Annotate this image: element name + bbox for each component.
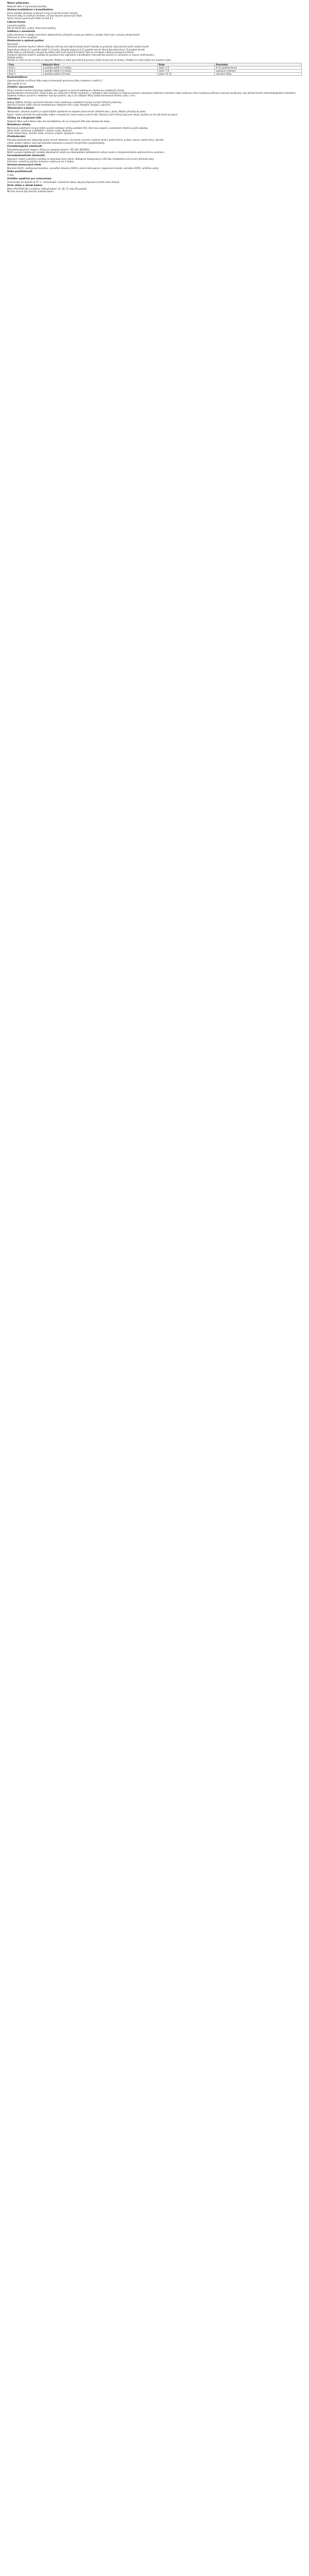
section-heading: Farmakokinetické vlastnosti xyxy=(7,155,45,157)
paragraph: Nobactin Nero nemá žádný nebo má zanedbatelný vliv na schopnost řídit nebo obsluhovat stroje. xyxy=(7,120,111,123)
paragraph: Časté: bolest hlavy, závratě, kašel, zvracení, průjem, dyspepsie, únava. xyxy=(7,132,83,135)
section xyxy=(7,40,302,62)
paragraph: Způsob podání xyxy=(7,56,23,59)
section-heading: Seznam pomocných látek xyxy=(7,164,41,167)
section-heading: Druh obalu a obsah balení xyxy=(7,184,42,187)
paragraph: Děti mladší 12 let. xyxy=(7,82,27,85)
section-heading: Zvláštní opatření pro uchovávání xyxy=(7,177,52,180)
section xyxy=(7,178,302,184)
section-heading: Účinky na schopnost řídit xyxy=(7,116,41,120)
table-cell: Krok 2 xyxy=(8,70,42,73)
paragraph: Nebyly zjištěny klinicky významné interakce mezi nikotinovou substituční terapií a jinými léčivými přípravky. xyxy=(7,101,122,104)
paragraph: Léčba závislosti na tabáku zmírněním abstinenčních příznaků a touhy po nikotinu u kuřáků, kteří mají v úmyslu přestat kouřit. xyxy=(7,33,140,36)
paragraph: Blistr (PVC/PVDC/Al) v krabičce. Velikost balení: 24, 48, 72 nebo 96 pastilek. xyxy=(7,187,88,190)
paragraph: Pomocné látky se známým účinkem: viz bod Seznam pomocných látek. xyxy=(7,14,83,18)
paragraph: Diabetes mellitus: pacienti s diabetem mají být poučeni, aby si při zahájení léčby častěji kontrolovali hladinu cukru v krvi. xyxy=(7,94,136,97)
section-heading: Těhotenství a kojení xyxy=(7,107,35,110)
table-cell: 1 pastilka každé 1–2 hodiny xyxy=(42,66,158,70)
paragraph: 3 roky. xyxy=(7,174,14,177)
paragraph: Lisovaná pastilka. xyxy=(7,24,26,27)
paragraph: Doporučená dávka je 1 pastilka každé 1–2 hodiny. Obvyklá dávka je 8–12 pastilek denně. Nemá být překročeno 15 pastilek denně. xyxy=(7,48,145,51)
table-cell: 8–12 pastilek denně xyxy=(215,66,302,70)
section xyxy=(7,86,302,98)
table-header-cell: Fáze xyxy=(8,63,42,66)
section xyxy=(7,145,302,155)
paragraph: Hypersenzitivita na léčivou látku nebo na kteroukoli pomocnou látku uvedenou v bodě 6.1. xyxy=(7,79,104,82)
section xyxy=(7,76,302,86)
section-heading: Kontraindikace xyxy=(7,76,28,79)
dosage-table xyxy=(7,63,302,76)
paragraph: Úplný seznam pomocných látek viz bod 6.1. xyxy=(7,17,54,20)
paragraph: Farmakoterapeutická skupina: léčiva pro odvykání kouření, ATC kód: N07BA01. xyxy=(7,148,91,151)
section-heading: Složení kvalitativní a kvantitativní xyxy=(7,9,53,12)
paragraph: Přípravek je určen dospělým. xyxy=(7,36,38,39)
table-header-cell: Poznámka xyxy=(215,63,302,66)
table-header-cell: Nobactin Nero xyxy=(42,63,158,66)
section-heading: Názov přípravku xyxy=(7,2,29,5)
section xyxy=(7,184,302,194)
section xyxy=(7,30,302,40)
paragraph: Kardiovaskulární onemocnění: závislí kuřáci po nedávném infarktu myokardu, s nestabilní nebo zhoršující se anginou pectoris, závažnými srdečními arytmiemi nebo nedávnou cévní mozkovou příhodou mají být povzbuzeni, aby přestali kouřit nefarmakologickými metodami. xyxy=(7,91,297,94)
paragraph: Délka léčby je individuální, obvykle by léčba měla trvat nejméně 6 týdnů. Poté se má dávka nikotinu postupně snižovat. xyxy=(7,50,134,54)
paragraph: Přínos ukončení kouření převyšuje jakékoli riziko spojené se správně podávanou nikotinovou substituční terapií. xyxy=(7,89,125,92)
section-heading: Léková forma xyxy=(7,21,26,24)
table-header-cell: Doba xyxy=(158,63,215,66)
paragraph: Těhotenství: ukončení kouření je nejúčinnějším opatřením ke zlepšení zdraví kouřící těhotné ženy i plodu. Nikotin přechází do plodu. xyxy=(7,110,147,113)
section-heading: Nežádoucí účinky xyxy=(7,123,31,126)
section-heading: Doba použitelnosti xyxy=(7,171,32,174)
paragraph: Kojení: nikotin přechází do mateřského mléka v množstvích, která mohou ovlivnit dítě. Pokud je nutné léčivý přípravek užívat, pastilka se má užít ihned po kojení. xyxy=(7,113,178,116)
section-heading: Farmakologické vlastnosti xyxy=(7,145,42,148)
section xyxy=(7,21,302,30)
paragraph: Nikotinová substituční terapie může vyvolat nežádoucí účinky podobné těm, které jsou spojeny s podáváním nikotinu jinými způsoby. xyxy=(7,126,148,129)
paragraph: Náhlé vysazení tabákových výrobků obsahujících nikotin po dlouhodobém každodenním užívání vede k charakteristickému abstinenčnímu syndromu. xyxy=(7,150,165,154)
table-cell: 1 pastilka každé 2–4 hodiny xyxy=(42,70,158,73)
table-cell: ukončení léčby xyxy=(215,73,302,76)
section-heading: Indikace s omezením xyxy=(7,30,36,33)
table-cell: týden 10–12 xyxy=(158,73,215,76)
paragraph: Příznaky předávkování odpovídají akutní otravě nikotinem: nevolnost, zvracení, zvýšené slinění, bolest břicha, průjem, pocení, bolest hlavy, závratě. xyxy=(7,139,164,142)
section-heading: Předávkování xyxy=(7,135,26,139)
table-cell: týden 7–9 xyxy=(158,70,215,73)
section xyxy=(7,135,302,145)
table-cell: Krok 1 xyxy=(8,66,42,70)
paragraph: Postupné ukončení kouření: pastilky lze používat mezi cigaretami k prodloužení intervalů bez kouření a s úmyslem co nejvíce snížit kouření. xyxy=(7,53,155,56)
paragraph: Jedna pastilka obsahuje nicotinum 4 mg (ve formě nicotini resinas). xyxy=(7,12,79,15)
section-heading: Interakce xyxy=(7,98,20,101)
table-cell: postupné snižování xyxy=(215,70,302,73)
section xyxy=(7,9,302,21)
paragraph: Nobactin Nero 4 mg lisované pastilky xyxy=(7,5,47,8)
paragraph: Velmi časté: nevolnost, podráždění v ústech a krku, škytavka. xyxy=(7,129,73,132)
section-heading: Zvláštní upozornění xyxy=(7,86,34,89)
table-cell: týden 1–6 xyxy=(158,66,215,70)
section xyxy=(7,2,302,9)
document xyxy=(0,0,309,194)
paragraph: Mannitol (E421), xanthanová klovatina, acesulfam draselný (E950), aroma máta peprná, magnesium-stearát, sukralóza (E955), uhličitan sodný. xyxy=(7,167,159,170)
table-row xyxy=(8,73,302,76)
paragraph: Okamžité ukončení kouření: během léčby by měli pacienti úplně přestat kouřit. Pastilky se používají, když pacient pocítí nutkání kouřit. xyxy=(7,45,150,48)
paragraph: Absorpce: nikotin uvolněný z pastilky se absorbuje ústní sliznicí. Biologická dostupnost je nižší díky metabolismu při prvním průchodu játry. xyxy=(7,158,154,160)
section xyxy=(7,98,302,107)
section-heading: Dávkování a způsob podání xyxy=(7,40,44,43)
paragraph: Uchovávejte při teplotě do 25 °C. Uchovávejte v původním obalu, aby byl přípravek chráněn před vlhkostí. xyxy=(7,180,120,183)
paragraph: Na trhu nemusí být všechny velikosti balení. xyxy=(7,190,54,193)
section xyxy=(7,107,302,116)
section xyxy=(7,117,302,124)
paragraph: Ukončení kouření může ovlivnit metabolismus některých léčiv (např. theofylin, klozapin, ropinirol). xyxy=(7,104,111,107)
paragraph: Pastilka se vloží do úst a nechá se rozpustit. Pastilku je třeba pravidelně posouvat z jedné strany úst na druhou. Pastilka se nemá žvýkat ani polykat vcelku. xyxy=(7,59,172,62)
paragraph: Dávkování xyxy=(7,43,19,46)
section xyxy=(7,171,302,177)
section xyxy=(7,164,302,171)
section xyxy=(7,155,302,164)
section xyxy=(7,124,302,135)
table-cell: 1 pastilka každé 4–8 hodin xyxy=(42,73,158,76)
paragraph: Eliminace: průměrný poločas eliminace nikotinu je asi 2 hodiny. xyxy=(7,160,75,163)
table-cell: Krok 3 xyxy=(8,73,42,76)
paragraph: Bílé až téměř bílé, oválné, bikonvexní pastilky. xyxy=(7,26,56,29)
paragraph: Léčba: podání nikotinu musí být okamžitě zastaveno a pacient má být léčen symptomaticky. xyxy=(7,141,105,144)
